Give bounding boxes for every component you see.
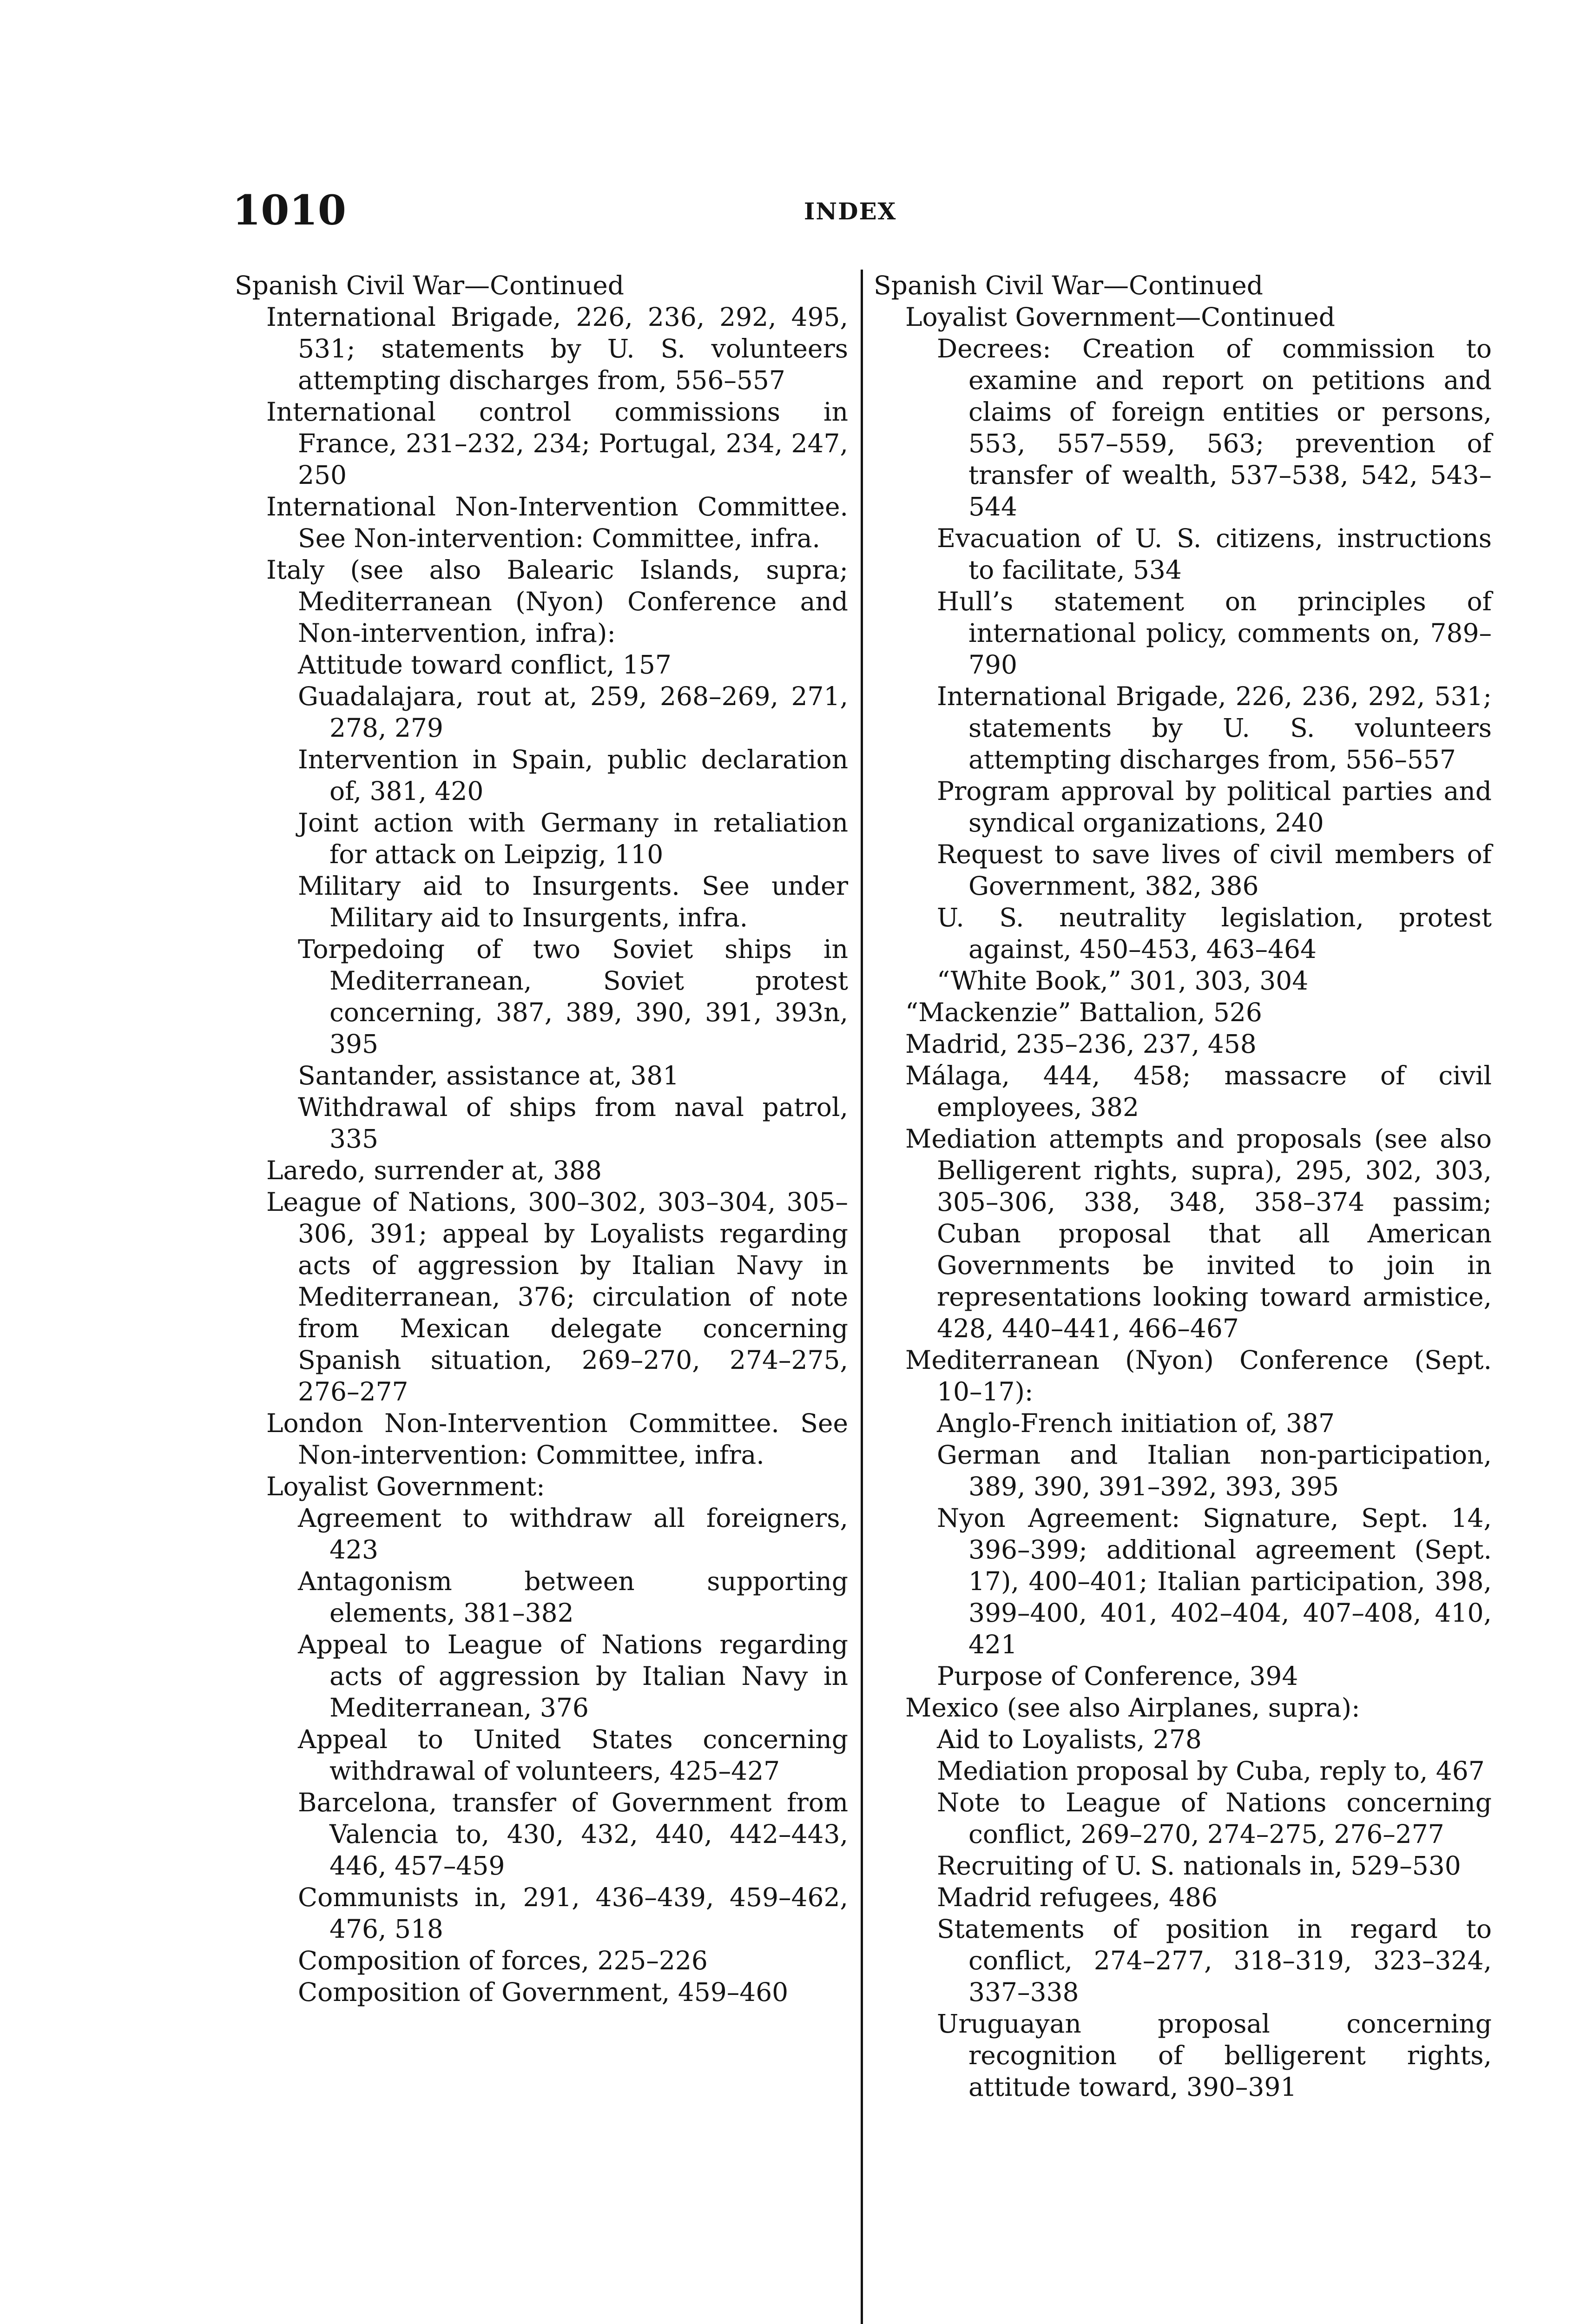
index-entry: Mediterranean (Nyon) Conference (Sept. 10–17): bbox=[905, 1345, 1492, 1406]
index-entry: Aid to Loyalists, 278 bbox=[937, 1724, 1202, 1754]
index-entry: International control commissions in France, 231–232, 234; Portugal, 234, 247, 250 bbox=[266, 397, 848, 490]
index-entry: London Non-Intervention Committee. See Non-intervention: Committee, infra. bbox=[266, 1408, 848, 1470]
index-entry: Composition of Government, 459–460 bbox=[298, 1977, 789, 2007]
index-entry: Recruiting of U. S. nationals in, 529–530 bbox=[937, 1851, 1461, 1881]
index-entry: Military aid to Insurgents. See under Military aid to Insurgents, infra. bbox=[298, 871, 848, 932]
index-entry: Appeal to League of Nations regarding acts of aggression by Italian Navy in Mediterranean, 376 bbox=[298, 1630, 848, 1723]
index-entry: International Brigade, 226, 236, 292, 531; statements by U. S. volunteers attempting discharges from, 556–557 bbox=[937, 681, 1492, 774]
index-entry: League of Nations, 300–302, 303–304, 305–306, 391; appeal by Loyalists regarding acts of aggression by Italian Navy in Mediterranean, 376; circulation of note from Mexican delegate concerning Spanish situation, 269–270, 274–275, 276–277 bbox=[266, 1187, 848, 1406]
index-entry: Statements of position in regard to conflict, 274–277, 318–319, 323–324, 337–338 bbox=[937, 1914, 1492, 2007]
index-entry: Note to League of Nations concerning conflict, 269–270, 274–275, 276–277 bbox=[937, 1788, 1492, 1849]
index-entry: Spanish Civil War—Continued bbox=[874, 271, 1263, 300]
index-entry: Guadalajara, rout at, 259, 268–269, 271, 278, 279 bbox=[298, 681, 848, 743]
index-entry: “White Book,” 301, 303, 304 bbox=[937, 966, 1309, 996]
index-entry: Anglo-French initiation of, 387 bbox=[937, 1408, 1335, 1438]
index-entry: International Non-Intervention Committee. See Non-intervention: Committee, infra. bbox=[266, 492, 848, 553]
index-entry: Santander, assistance at, 381 bbox=[298, 1061, 679, 1090]
right-column bbox=[874, 270, 1492, 2103]
index-entry: “Mackenzie” Battalion, 526 bbox=[905, 997, 1262, 1027]
index-entry: Laredo, surrender at, 388 bbox=[266, 1155, 602, 1185]
index-entry: Mediation proposal by Cuba, reply to, 467 bbox=[937, 1756, 1485, 1786]
index-entry: Withdrawal of ships from naval patrol, 335 bbox=[298, 1092, 848, 1154]
index-entry: Uruguayan proposal concerning recognition of belligerent rights, attitude toward, 390–391 bbox=[937, 2009, 1492, 2102]
index-entry: Mexico (see also Airplanes, supra): bbox=[905, 1693, 1360, 1723]
index-entry: Evacuation of U. S. citizens, instructions to facilitate, 534 bbox=[937, 523, 1492, 585]
index-entry: Spanish Civil War—Continued bbox=[235, 271, 624, 300]
index-entry: Antagonism between supporting elements, 381–382 bbox=[298, 1566, 848, 1628]
column-divider bbox=[861, 270, 863, 2324]
index-entry: Decrees: Creation of commission to examine and report on petitions and claims of foreign entities or persons, 553, 557–559, 563; prevention of transfer of wealth, 537–538, 542, 543–544 bbox=[937, 334, 1492, 522]
index-entry: German and Italian non-participation, 389, 390, 391–392, 393, 395 bbox=[937, 1440, 1492, 1501]
index-entry: Mediation attempts and proposals (see also Belligerent rights, supra), 295, 302, 303, 305–306, 338, 348, 358–374 passim; Cuban proposal that all American Governments be invited to join in representations looking toward armistice, 428, 440–441, 466–467 bbox=[905, 1124, 1492, 1343]
index-entry: Nyon Agreement: Signature, Sept. 14, 396–399; additional agreement (Sept. 17), 400–401; Italian participation, 398, 399–400, 401, 402–404, 407–408, 410, 421 bbox=[937, 1503, 1492, 1659]
index-entry: Hull’s statement on principles of international policy, comments on, 789–790 bbox=[937, 587, 1492, 680]
index-entry: International Brigade, 226, 236, 292, 495, 531; statements by U. S. volunteers attempting discharges from, 556–557 bbox=[266, 302, 848, 395]
index-entry: Appeal to United States concerning withdrawal of volunteers, 425–427 bbox=[298, 1724, 848, 1786]
index-entry: Barcelona, transfer of Government from Valencia to, 430, 432, 440, 442–443, 446, 457–459 bbox=[298, 1788, 848, 1881]
index-entry: Torpedoing of two Soviet ships in Mediterranean, Soviet protest concerning, 387, 389, 390, 391, 393n, 395 bbox=[298, 934, 848, 1059]
index-entry: Loyalist Government: bbox=[266, 1472, 545, 1501]
index-entry: Attitude toward conflict, 157 bbox=[298, 650, 672, 680]
left-column bbox=[235, 270, 848, 2008]
index-entry: Program approval by political parties and syndical organizations, 240 bbox=[937, 776, 1492, 838]
running-head: INDEX bbox=[804, 198, 897, 225]
index-entry: U. S. neutrality legislation, protest against, 450–453, 463–464 bbox=[937, 903, 1492, 964]
index-entry: Málaga, 444, 458; massacre of civil employees, 382 bbox=[905, 1061, 1492, 1122]
index-entry: Intervention in Spain, public declaration of, 381, 420 bbox=[298, 745, 848, 806]
index-entry: Italy (see also Balearic Islands, supra; Mediterranean (Nyon) Conference and Non-intervention, infra): bbox=[266, 555, 848, 648]
index-entry: Composition of forces, 225–226 bbox=[298, 1946, 708, 1975]
index-entry: Madrid refugees, 486 bbox=[937, 1882, 1218, 1912]
index-entry: Purpose of Conference, 394 bbox=[937, 1661, 1298, 1691]
index-entry: Madrid, 235–236, 237, 458 bbox=[905, 1029, 1257, 1059]
index-entry: Loyalist Government—Continued bbox=[905, 302, 1336, 332]
index-entry: Request to save lives of civil members of Government, 382, 386 bbox=[937, 839, 1492, 901]
index-entry: Communists in, 291, 436–439, 459–462, 476, 518 bbox=[298, 1882, 848, 1944]
index-entry: Joint action with Germany in retaliation for attack on Leipzig, 110 bbox=[298, 808, 848, 869]
index-entry: Agreement to withdraw all foreigners, 423 bbox=[298, 1503, 848, 1565]
page-number: 1010 bbox=[232, 186, 346, 234]
